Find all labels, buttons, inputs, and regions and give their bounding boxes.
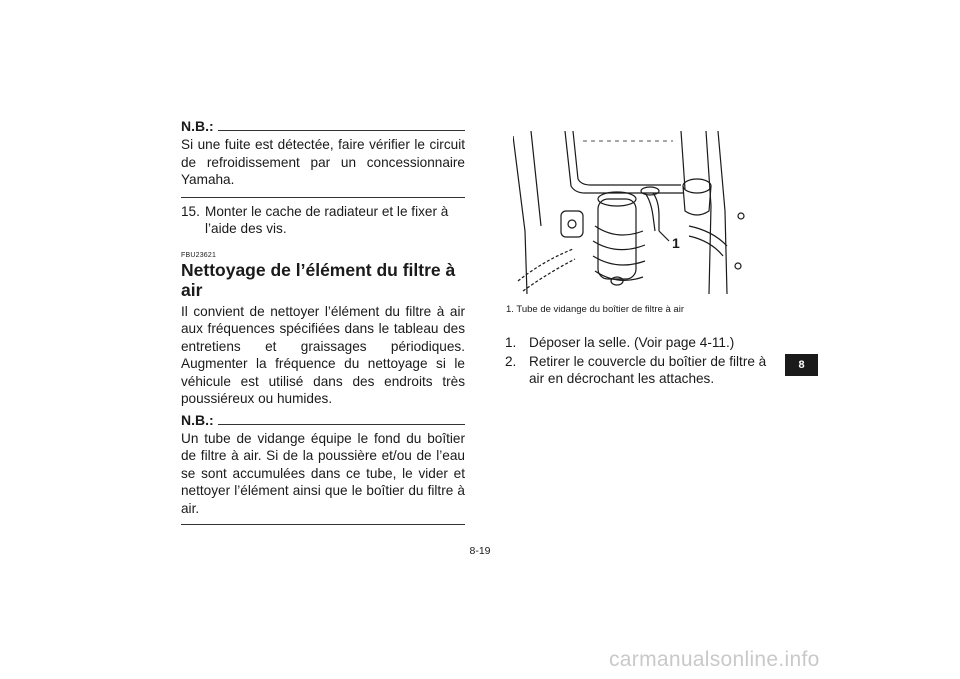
step-number: 15.	[181, 203, 200, 219]
section-code: FBU23621	[181, 251, 217, 259]
chapter-tab: 8	[785, 354, 818, 376]
step-text: Monter le cache de radiateur et le fixer à l’aide des vis.	[205, 203, 449, 236]
left-column	[181, 119, 465, 525]
note-end-rule	[181, 524, 465, 525]
section-paragraph: Il convient de nettoyer l’élément du filtre à air aux fréquences spécifiées dans le tableau des entretiens et graissages périodiques. Augmenter la fréquence du nettoyage si le véhicule est utilisé dans des endroits très poussiéreux ou humides.	[181, 303, 465, 406]
step-15	[181, 203, 465, 238]
section-heading: Nettoyage de l’élément du filtre à air	[181, 259, 456, 300]
note-rule	[218, 130, 465, 131]
step-text: Retirer le couvercle du boîtier de filtre à air en décrochant les attaches.	[529, 353, 767, 386]
note-header	[181, 413, 465, 428]
step-number: 2.	[505, 353, 517, 369]
right-steps	[505, 334, 785, 388]
step-1	[505, 334, 785, 352]
note-header	[181, 119, 465, 134]
note-label: N.B.:	[181, 118, 214, 134]
step-2	[505, 353, 785, 388]
note-text: Un tube de vidange équipe le fond du boîtier de filtre à air. Si de la poussière et/ou de l’eau se sont accumulées dans ce tube, le vider et nettoyer l’élément ainsi que le boîtier du filtre à air.	[181, 430, 465, 516]
callout-number: 1	[672, 235, 680, 251]
note-label: N.B.:	[181, 411, 214, 428]
note-text: Si une fuite est détectée, faire vérifier le circuit de refroidissement par un concessionnaire Yamaha.	[181, 137, 465, 187]
step-text: Déposer la selle. (Voir page 4-11.)	[529, 335, 735, 350]
air-filter-drain-illustration	[513, 131, 753, 294]
note-end-rule	[181, 197, 465, 198]
step-number: 1.	[505, 335, 517, 350]
page-number: 8-19	[469, 545, 491, 557]
watermark: carmanualsonline.info	[609, 648, 820, 671]
figure-caption: 1. Tube de vidange du boîtier de filtre à air	[506, 304, 684, 315]
note-rule	[218, 424, 465, 425]
